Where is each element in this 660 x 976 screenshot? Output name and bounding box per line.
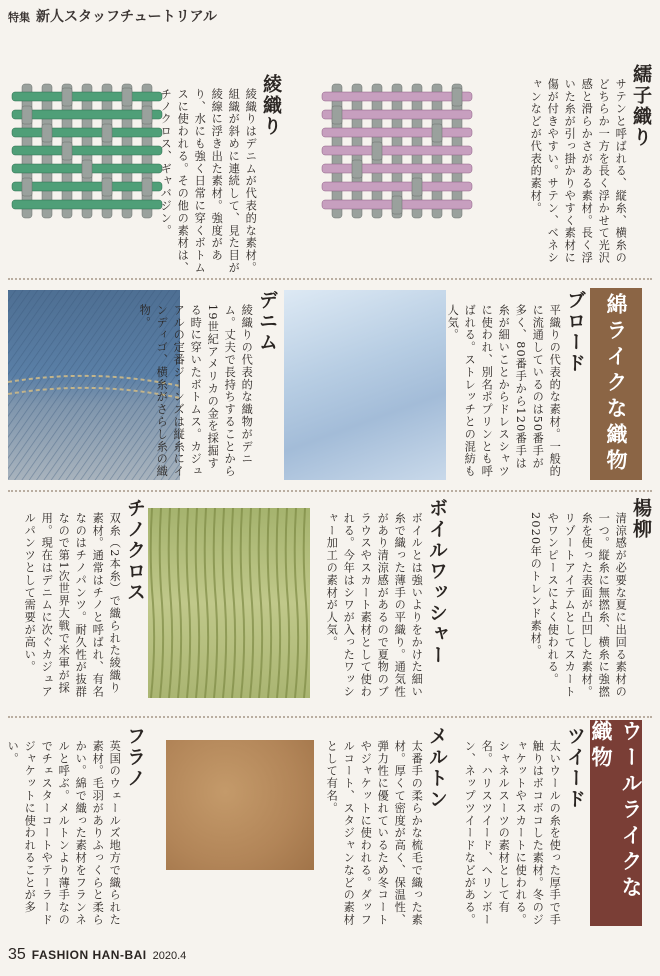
yoryu-section (452, 498, 652, 698)
melton-body: 太番手の柔らかな梳毛で織った素材。厚くて密度が高く、保温性、弾力性に優れているため冬コートやジャケットに使われる。ダッフルコート、スタジャンなどの素材として有名。 (325, 740, 424, 926)
voile-washer-photo (148, 508, 310, 698)
wool-banner-label: ウールライクな織物 (589, 720, 643, 902)
wool-banner (590, 720, 642, 926)
satin-title: 繻子織り (630, 64, 652, 148)
tweed-body: 太いウールの糸を使った厚手で手触りはボコボコした素材。冬のジャケットやスカートに使われる。シャネルスーツの素材として有名。ハリスツイード、ヘリンボーン、ネップツイードなどがある。 (463, 740, 562, 926)
chino-body: 双糸（2本糸）で織られた綾織り素材。通常はチノと呼ばれ、有名なのはチノパンツ。耐久性が抜群なので第1次世界大戦で米軍が採用。現在はデニムに次ぐカジュアルパンツとして需要が高い。 (23, 512, 122, 698)
twill-title: 綾織り (260, 74, 282, 137)
section-divider (8, 490, 652, 492)
satin-section (492, 64, 652, 274)
denim-title: デニム (256, 290, 278, 353)
section-divider (8, 716, 652, 718)
tweed-section (452, 726, 586, 932)
cotton-banner-label: 綿ライクな織物 (604, 293, 628, 475)
issue-date: 2020.4 (152, 950, 187, 962)
satin-body: サテンと呼ばれる、縦糸、横糸のどちらか一方を長く浮かせて光沢感と滑らかさがある素材。長く浮いた糸が引っ掛かりやすく素材に傷が付きやすい。サテン、ベネシャンなどが代表的素材。 (529, 78, 628, 264)
denim-body: 綾織りの代表的な織物がデニム。丈夫で長持ちすることから19世紀アメリカの金を採掘する時に穿いたボトムス。カジュアルの定番ジーンズは縦糸にインディゴ、横糸がさらし糸の織物。 (138, 304, 254, 478)
feature-title: 新人スタッフチュートリアル (36, 9, 218, 25)
tweed-title: ツイード (564, 726, 586, 810)
broad-title: ブロード (564, 290, 586, 374)
melton-section (316, 726, 448, 932)
twill-body: 綾織りはデニムが代表的な素材。組織が斜めに連続して、見た目が綾線に浮き出た素材。強度があり、水にも強く日常に穿くボトムスに使われる。その他の素材は、チノクロス、ギャバジン。 (159, 88, 258, 274)
denim-section (138, 290, 278, 480)
melton-title: メルトン (426, 726, 448, 810)
section-divider (8, 278, 652, 280)
flano-body: 英国のウェールズ地方で織られた素材。毛羽がありふっくらと柔らかい。綿で織った素材をフランネルと呼ぶ。メルトンより薄手なのでチェスターコートやテーラードジャケットに使われることが多い。 (6, 740, 122, 926)
magazine-name: FASHION HAN-BAI (31, 948, 147, 962)
twill-section (159, 74, 282, 274)
voile-title: ボイルワッシャー (426, 498, 448, 666)
chino-title: チノクロス (124, 498, 146, 603)
yoryu-body: 清涼感が必要な夏に出回る素材の一つ。縦糸に無撚糸、横糸に強撚糸を使った表面が凸凹した素材。リゾートアイテムとしてスカートやワンピースによく使われる。2020年のトレンド素材。 (529, 512, 628, 698)
page-header (8, 6, 217, 24)
crinkle-texture (148, 508, 310, 698)
flannel-photo (166, 740, 314, 870)
satin-weave-diagram (318, 76, 483, 226)
broad-section (446, 290, 586, 480)
voile-section (316, 498, 448, 698)
page-number: 35 (8, 946, 26, 963)
flano-title: フラノ (124, 726, 146, 789)
broadcloth-photo (284, 290, 446, 480)
flano-section (8, 726, 146, 932)
yoryu-title: 楊柳 (630, 498, 652, 540)
cotton-banner (590, 288, 642, 480)
twill-weave-diagram (8, 76, 173, 226)
broad-body: 平織りの代表的な素材。一般的に流通しているのは50番手が多く、80番手から120番手は糸が細いことからドレスシャツに使われ、別名ポプリンとも呼ばれる。ストレッチとの混紡も人気。 (446, 304, 562, 478)
feature-tag: 特集 (8, 11, 30, 24)
chino-section (8, 498, 146, 698)
voile-body: ボイルとは強いよりをかけた細い糸で織った薄手の平織り。通気性があり清涼感があるので夏物のブラウスやスカート素材として使われる。今年はシワが入ったワッシャー加工の素材が人気。 (325, 512, 424, 698)
page-footer (8, 946, 186, 964)
